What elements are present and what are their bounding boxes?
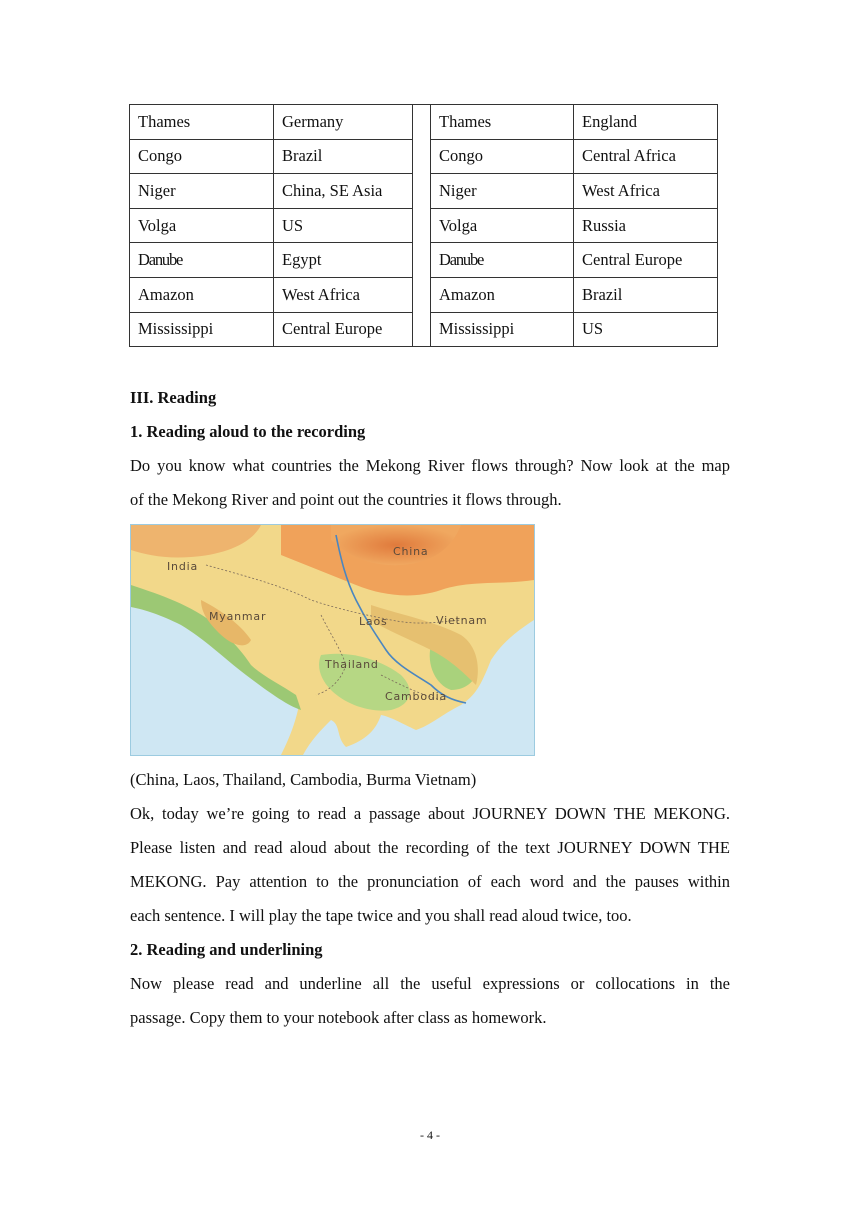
river-name-cell: Congo: [130, 139, 274, 174]
paragraph-line: each sentence. I will play the tape twice and you shall read aloud twice, too.: [130, 906, 632, 925]
paragraph-line: Ok, today we’re going to read a passage about JOURNEY DOWN THE MEKONG.: [130, 804, 730, 823]
river-matching-table: [129, 104, 718, 347]
table-row: [130, 277, 718, 312]
region-cell: Central Europe: [274, 312, 413, 347]
table-gap: [413, 174, 431, 209]
region-cell: Brazil: [274, 139, 413, 174]
region-cell: Central Europe: [574, 243, 718, 278]
river-name-cell: Niger: [431, 174, 574, 209]
region-cell: US: [574, 312, 718, 347]
table-gap: [413, 277, 431, 312]
table-row: [130, 243, 718, 278]
river-name-cell: Amazon: [431, 277, 574, 312]
paragraph-line: Do you know what countries the Mekong River flows through? Now look at the map: [130, 456, 730, 475]
section-heading: III. Reading: [130, 388, 217, 407]
countries-answer: (China, Laos, Thailand, Cambodia, Burma Vietnam): [130, 770, 477, 789]
river-name-cell: Thames: [431, 105, 574, 140]
paragraph-line: Now please read and underline all the useful expressions or collocations in the: [130, 974, 730, 993]
river-name-cell: Danube: [431, 243, 574, 278]
river-name-cell: Danube: [130, 243, 274, 278]
subsection-heading-reading-aloud: 1. Reading aloud to the recording: [130, 422, 366, 441]
table-row: [130, 208, 718, 243]
paragraph-line: MEKONG. Pay attention to the pronunciation of each word and the pauses within: [130, 872, 730, 891]
region-cell: Russia: [574, 208, 718, 243]
map-label-vietnam: Vietnam: [436, 614, 488, 627]
table-gap: [413, 243, 431, 278]
region-cell: Brazil: [574, 277, 718, 312]
river-name-cell: Congo: [431, 139, 574, 174]
river-name-cell: Amazon: [130, 277, 274, 312]
map-label-china: China: [393, 545, 429, 558]
table-gap: [413, 312, 431, 347]
region-cell: England: [574, 105, 718, 140]
river-name-cell: Volga: [431, 208, 574, 243]
map-label-cambodia: Cambodia: [385, 690, 448, 703]
river-name-cell: Thames: [130, 105, 274, 140]
table-row: [130, 105, 718, 140]
table-row: [130, 139, 718, 174]
table-gap: [413, 208, 431, 243]
map-label-india: India: [167, 560, 198, 573]
paragraph-line: Please listen and read aloud about the recording of the text JOURNEY DOWN THE: [130, 838, 730, 857]
map-illustration: [131, 525, 534, 755]
map-label-myanmar: Myanmar: [209, 610, 267, 623]
map-label-thailand: Thailand: [325, 658, 379, 671]
river-name-cell: Niger: [130, 174, 274, 209]
region-cell: West Africa: [574, 174, 718, 209]
region-cell: Germany: [274, 105, 413, 140]
page-number: - 4 -: [420, 1128, 440, 1142]
mekong-river-map: [130, 524, 535, 756]
table-gap: [413, 139, 431, 174]
river-name-cell: Mississippi: [431, 312, 574, 347]
table-row: [130, 174, 718, 209]
table-gap: [413, 105, 431, 140]
region-cell: US: [274, 208, 413, 243]
table-row: [130, 312, 718, 347]
paragraph-line: passage. Copy them to your notebook after class as homework.: [130, 1008, 547, 1027]
region-cell: Egypt: [274, 243, 413, 278]
region-cell: West Africa: [274, 277, 413, 312]
region-cell: China, SE Asia: [274, 174, 413, 209]
river-name-cell: Mississippi: [130, 312, 274, 347]
river-name-cell: Volga: [130, 208, 274, 243]
paragraph-line: of the Mekong River and point out the countries it flows through.: [130, 490, 562, 509]
subsection-heading-reading-underlining: 2. Reading and underlining: [130, 940, 323, 959]
map-label-laos: Laos: [359, 615, 388, 628]
region-cell: Central Africa: [574, 139, 718, 174]
